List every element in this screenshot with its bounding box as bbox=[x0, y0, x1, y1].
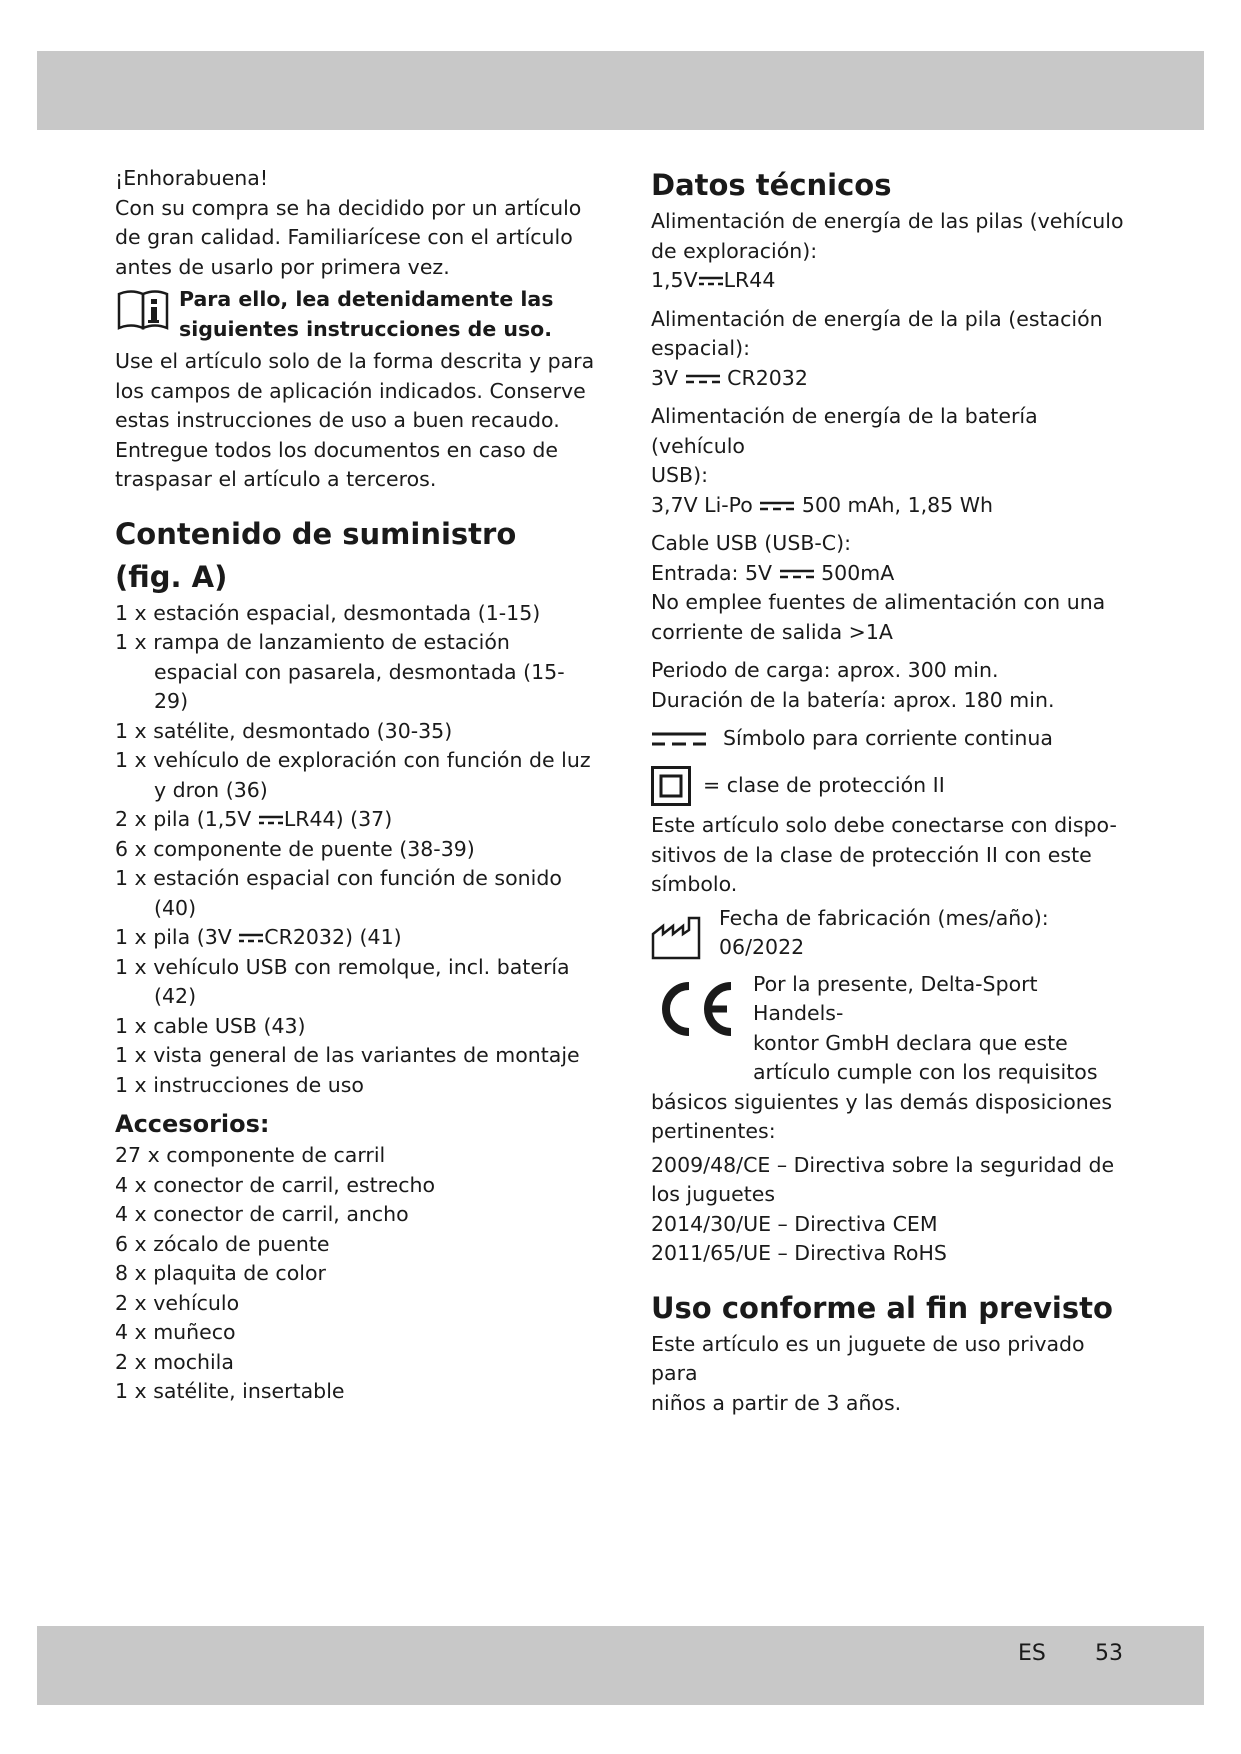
directive-line: 2011/65/UE – Directiva RoHS bbox=[651, 1241, 947, 1265]
spec-label: espacial): bbox=[651, 336, 750, 360]
class2-note: símbolo. bbox=[651, 872, 738, 896]
intro-line: Con su compra se ha decidido por un artículo bbox=[115, 195, 582, 220]
contents-item: 1 x vista general de las variantes de montaje bbox=[115, 1043, 580, 1067]
spec-value bbox=[651, 491, 1131, 521]
accessory-item: 2 x mochila bbox=[115, 1349, 234, 1374]
contents-heading: Contenido de suministro bbox=[115, 516, 517, 551]
intro-line: de gran calidad. Familiarícese con el artículo bbox=[115, 225, 573, 249]
factory-icon bbox=[651, 916, 701, 960]
intended-use-text: niños a partir de 3 años. bbox=[651, 1390, 902, 1415]
read-instructions-note bbox=[115, 284, 595, 344]
spec-value-part: 500mA bbox=[821, 560, 895, 585]
footer-language: ES bbox=[1018, 1641, 1046, 1666]
contents-item: 1 x cable USB (43) bbox=[115, 1013, 306, 1038]
directive-line: 2014/30/UE – Directiva CEM bbox=[651, 1211, 938, 1236]
body-line: estas instrucciones de uso a buen recaudo. bbox=[115, 408, 560, 432]
spec-warning: No emplee fuentes de alimentación con una bbox=[651, 590, 1106, 614]
item-text: LR44) (37) bbox=[283, 807, 393, 831]
item-text: 2 x pila (1,5V bbox=[115, 807, 258, 831]
dc-symbol-icon bbox=[779, 567, 815, 581]
note-line: siguientes instrucciones de uso. bbox=[179, 317, 553, 341]
class2-text: = clase de protección II bbox=[703, 773, 945, 798]
ce-text-line: Por la presente, Delta-Sport Handels- bbox=[753, 971, 1038, 1025]
dc-symbol-icon bbox=[685, 372, 721, 386]
contents-item-battery bbox=[115, 923, 595, 953]
intro-line: antes de usarlo por primera vez. bbox=[115, 254, 450, 279]
spec-label: de exploración): bbox=[651, 238, 818, 263]
accessory-item: 4 x conector de carril, ancho bbox=[115, 1202, 409, 1226]
spec-value bbox=[651, 266, 1131, 296]
protection-class-2-icon bbox=[651, 766, 691, 806]
page-number: 53 bbox=[1095, 1641, 1123, 1666]
spec-warning: corriente de salida >1A bbox=[651, 619, 893, 644]
contents-item: 1 x estación espacial con función de sonido (40) bbox=[115, 866, 562, 920]
ce-declaration bbox=[651, 970, 1131, 1147]
body-line: Use el artículo solo de la forma descrita y para bbox=[115, 349, 595, 373]
dc-symbol-icon bbox=[698, 274, 724, 288]
ce-text-line: artículo cumple con los requisitos bbox=[753, 1060, 1098, 1084]
left-column bbox=[115, 164, 595, 1407]
directive-line: 2009/48/CE – Directiva sobre la seguridad de bbox=[651, 1152, 1115, 1177]
spec-label: Alimentación de energía de la batería (vehículo bbox=[651, 404, 1038, 458]
spec-label: Alimentación de energía de las pilas (vehículo bbox=[651, 209, 1124, 233]
contents-item: 1 x vehículo USB con remolque, incl. batería (42) bbox=[115, 954, 570, 1008]
directive-line: los juguetes bbox=[651, 1182, 776, 1206]
spec-value bbox=[651, 559, 1131, 589]
class2-note: Este artículo solo debe conectarse con dispo- bbox=[651, 813, 1117, 837]
header-band bbox=[37, 51, 1204, 130]
ce-text-line: básicos siguientes y las demás disposiciones bbox=[651, 1089, 1113, 1114]
spec-value-part: 1,5V bbox=[651, 268, 698, 292]
class2-row bbox=[651, 765, 1131, 807]
body-line: Entregue todos los documentos en caso de bbox=[115, 437, 558, 462]
tech-heading: Datos técnicos bbox=[651, 168, 892, 202]
right-column bbox=[651, 164, 1131, 1418]
ce-text-line: pertinentes: bbox=[651, 1119, 776, 1143]
intro-line: ¡Enhorabuena! bbox=[115, 166, 269, 190]
contents-heading: (fig. A) bbox=[115, 559, 228, 594]
accessory-item: 6 x zócalo de puente bbox=[115, 1231, 330, 1256]
body-line: los campos de aplicación indicados. Conserve bbox=[115, 378, 586, 403]
body-line: traspasar el artículo a terceros. bbox=[115, 467, 437, 491]
dc-symbol-icon bbox=[238, 931, 264, 945]
contents-item-battery bbox=[115, 805, 595, 835]
manual-info-icon bbox=[115, 288, 171, 330]
dc-symbol-text: Símbolo para corriente continua bbox=[723, 726, 1053, 751]
accessory-item: 27 x componente de carril bbox=[115, 1143, 386, 1167]
spec-value-part: 500 mAh, 1,85 Wh bbox=[801, 492, 993, 517]
ce-text-line: kontor GmbH declara que este bbox=[753, 1030, 1068, 1055]
spec-value-part: Entrada: 5V bbox=[651, 560, 773, 585]
contents-item: 6 x componente de puente (38-39) bbox=[115, 836, 475, 861]
accessory-item: 2 x vehículo bbox=[115, 1290, 240, 1315]
accessory-item: 4 x muñeco bbox=[115, 1320, 236, 1344]
note-line: Para ello, lea detenidamente las bbox=[179, 287, 554, 311]
ce-mark-icon bbox=[651, 978, 735, 1040]
charge-time: Periodo de carga: aprox. 300 min. bbox=[651, 658, 999, 682]
dc-symbol-icon bbox=[759, 499, 795, 513]
accessory-item: 1 x satélite, insertable bbox=[115, 1379, 345, 1403]
class2-note: sitivos de la clase de protección II con este bbox=[651, 842, 1092, 867]
spec-value-part: 3,7V Li-Po bbox=[651, 492, 753, 517]
dc-symbol-row bbox=[651, 723, 1131, 755]
spec-label: USB): bbox=[651, 463, 708, 487]
battery-life: Duración de la batería: aprox. 180 min. bbox=[651, 687, 1055, 712]
spec-value bbox=[651, 364, 1131, 394]
item-text: 1 x pila (3V bbox=[115, 925, 239, 949]
manufacture-label: Fecha de fabricación (mes/año): bbox=[719, 905, 1049, 930]
spec-value-part: LR44 bbox=[723, 268, 776, 292]
item-text: CR2032) (41) bbox=[264, 925, 402, 949]
contents-item: 1 x estación espacial, desmontada (1-15) bbox=[115, 600, 541, 625]
spec-label: Cable USB (USB-C): bbox=[651, 531, 852, 555]
accessory-item: 4 x conector de carril, estrecho bbox=[115, 1172, 436, 1197]
intended-use-text: Este artículo es un juguete de uso privado para bbox=[651, 1331, 1085, 1385]
manufacture-date: 06/2022 bbox=[719, 935, 805, 959]
dc-symbol-icon bbox=[651, 729, 707, 749]
spec-label: Alimentación de energía de la pila (estación bbox=[651, 306, 1103, 331]
accessories-heading: Accesorios: bbox=[115, 1110, 270, 1138]
contents-item: 1 x instrucciones de uso bbox=[115, 1072, 364, 1097]
dc-symbol-icon bbox=[258, 813, 284, 827]
accessory-item: 8 x plaquita de color bbox=[115, 1261, 326, 1285]
spec-value-part: 3V bbox=[651, 365, 679, 390]
intended-use-heading: Uso conforme al fin previsto bbox=[651, 1290, 1113, 1325]
spec-value-part: CR2032 bbox=[727, 365, 808, 390]
contents-item: 1 x rampa de lanzamiento de estación espacial con pasarela, desmontada (15-29) bbox=[115, 630, 565, 713]
manufacture-row bbox=[651, 904, 1131, 963]
contents-item: 1 x satélite, desmontado (30-35) bbox=[115, 718, 453, 743]
contents-item: 1 x vehículo de exploración con función de luz y dron (36) bbox=[115, 748, 591, 802]
